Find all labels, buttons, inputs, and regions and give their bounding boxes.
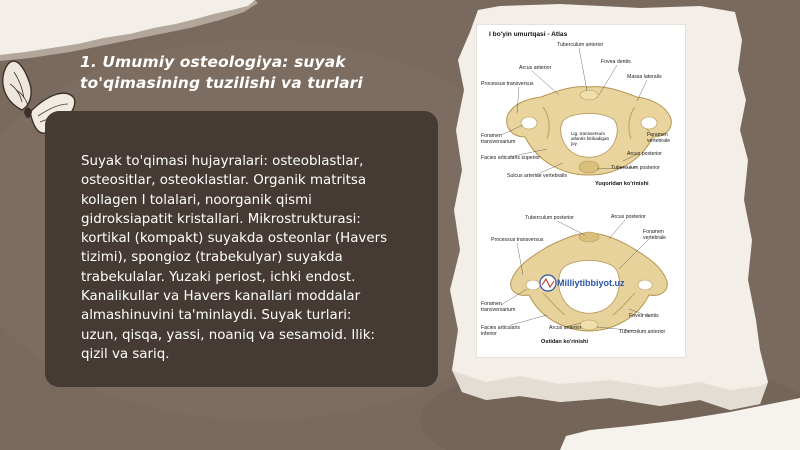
label-foramen-vertebrale-2: vertebrale (647, 138, 671, 144)
label-lig-line2: atlantis birikadigan (571, 136, 610, 141)
slide-title-line-2: to'qimasining tuzilishi va turlari (80, 74, 363, 92)
label-massa-lateralis: Massa lateralis (627, 74, 662, 80)
slide-title (80, 52, 380, 94)
body-line: Suyak to'qimasi hujayralari: osteoblastlar, (81, 154, 364, 169)
label-bottom-processus-transversus: Processus transversus (491, 237, 544, 243)
label-foramen-vertebrale: Foramen (647, 132, 668, 138)
label-bottom-facies-inferior: Facies articularis (481, 325, 520, 331)
atlas-illustration (477, 25, 685, 357)
body-line: Kanalikullar va Havers kanallari moddalar (81, 289, 361, 305)
body-line: kollagen I tolalari, noorganik qismi (81, 192, 312, 208)
body-line: uzun, qisqa, yassi, noaniq va sesamoid. Ilik: (81, 327, 375, 343)
label-lig-line3: joy (571, 141, 577, 146)
label-bottom-fovea-dentis: Fovea dentis (629, 313, 659, 319)
label-bottom-foramen-transversarium-2: transversarium (481, 307, 516, 313)
label-tuberculum-posterior: Tuberculum posterior (611, 165, 660, 171)
body-line: almashinuvini ta'minlaydi. Suyak turlari: (81, 308, 352, 324)
label-sulcus: Sulcus arteriae vertebralis (507, 173, 567, 179)
label-tuberculum-anterior: Tuberculum anterior (557, 42, 604, 48)
figure-title: I bo'yin umurtqasi - Atlas (489, 31, 568, 38)
body-line: trabekulalar. Yuzaki periost, ichki endost. (81, 269, 356, 285)
label-lig-line1: Lig. transversum (571, 131, 605, 136)
label-bottom-tuberculum-posterior: Tuberculum posterior (525, 215, 574, 221)
label-arcus-anterior: Arcus anterior (519, 65, 552, 71)
slide-title-line-1: 1. Umumiy osteologiya: suyak (80, 53, 346, 71)
body-line: kortikal (kompakt) suyakda osteonlar (Havers (81, 231, 388, 247)
label-bottom-foramen-vertebrale-2: vertebrale (643, 235, 667, 241)
label-processus-transversus: Processus transversus (481, 81, 534, 87)
label-arcus-posterior: Arcus posterior (627, 151, 662, 157)
label-foramen-transversarium: Foramen (481, 133, 502, 139)
label-bottom-arcus-anterior: Arcus anterior (549, 325, 582, 331)
atlas-vertebra-figure (477, 25, 685, 357)
label-bottom-facies-inferior-2: inferior (481, 331, 497, 337)
label-facies-superior: Facies articularis superior (481, 155, 541, 161)
caption-bottom-view: Ostidan ko'rinishi (541, 339, 589, 345)
body-line: osteositlar, osteoklastlar. Organik matritsa (81, 173, 367, 189)
caption-top-view: Yuqoridan ko'rinishi (595, 181, 649, 187)
body-line: tizimi), spongioz (trabekulyar) suyakda (81, 250, 343, 266)
label-fovea-dentis: Fovea dentis (601, 59, 631, 65)
label-bottom-tuberculum-anterior: Tuberculum anterior (619, 329, 666, 335)
label-bottom-foramen-vertebrale: Foramen (643, 229, 664, 235)
body-line: gidroksiapatit kristallari. Mikrostrukturasi: (81, 211, 361, 227)
content-text (81, 152, 431, 364)
label-foramen-transversarium-2: transversarium (481, 139, 516, 145)
watermark-text: Milliytibbiyot.uz (557, 278, 625, 288)
label-bottom-arcus-posterior: Arcus posterior (611, 214, 646, 220)
body-line: qizil va sariq. (81, 346, 170, 362)
label-bottom-foramen-transversarium: Foramen (481, 301, 502, 307)
